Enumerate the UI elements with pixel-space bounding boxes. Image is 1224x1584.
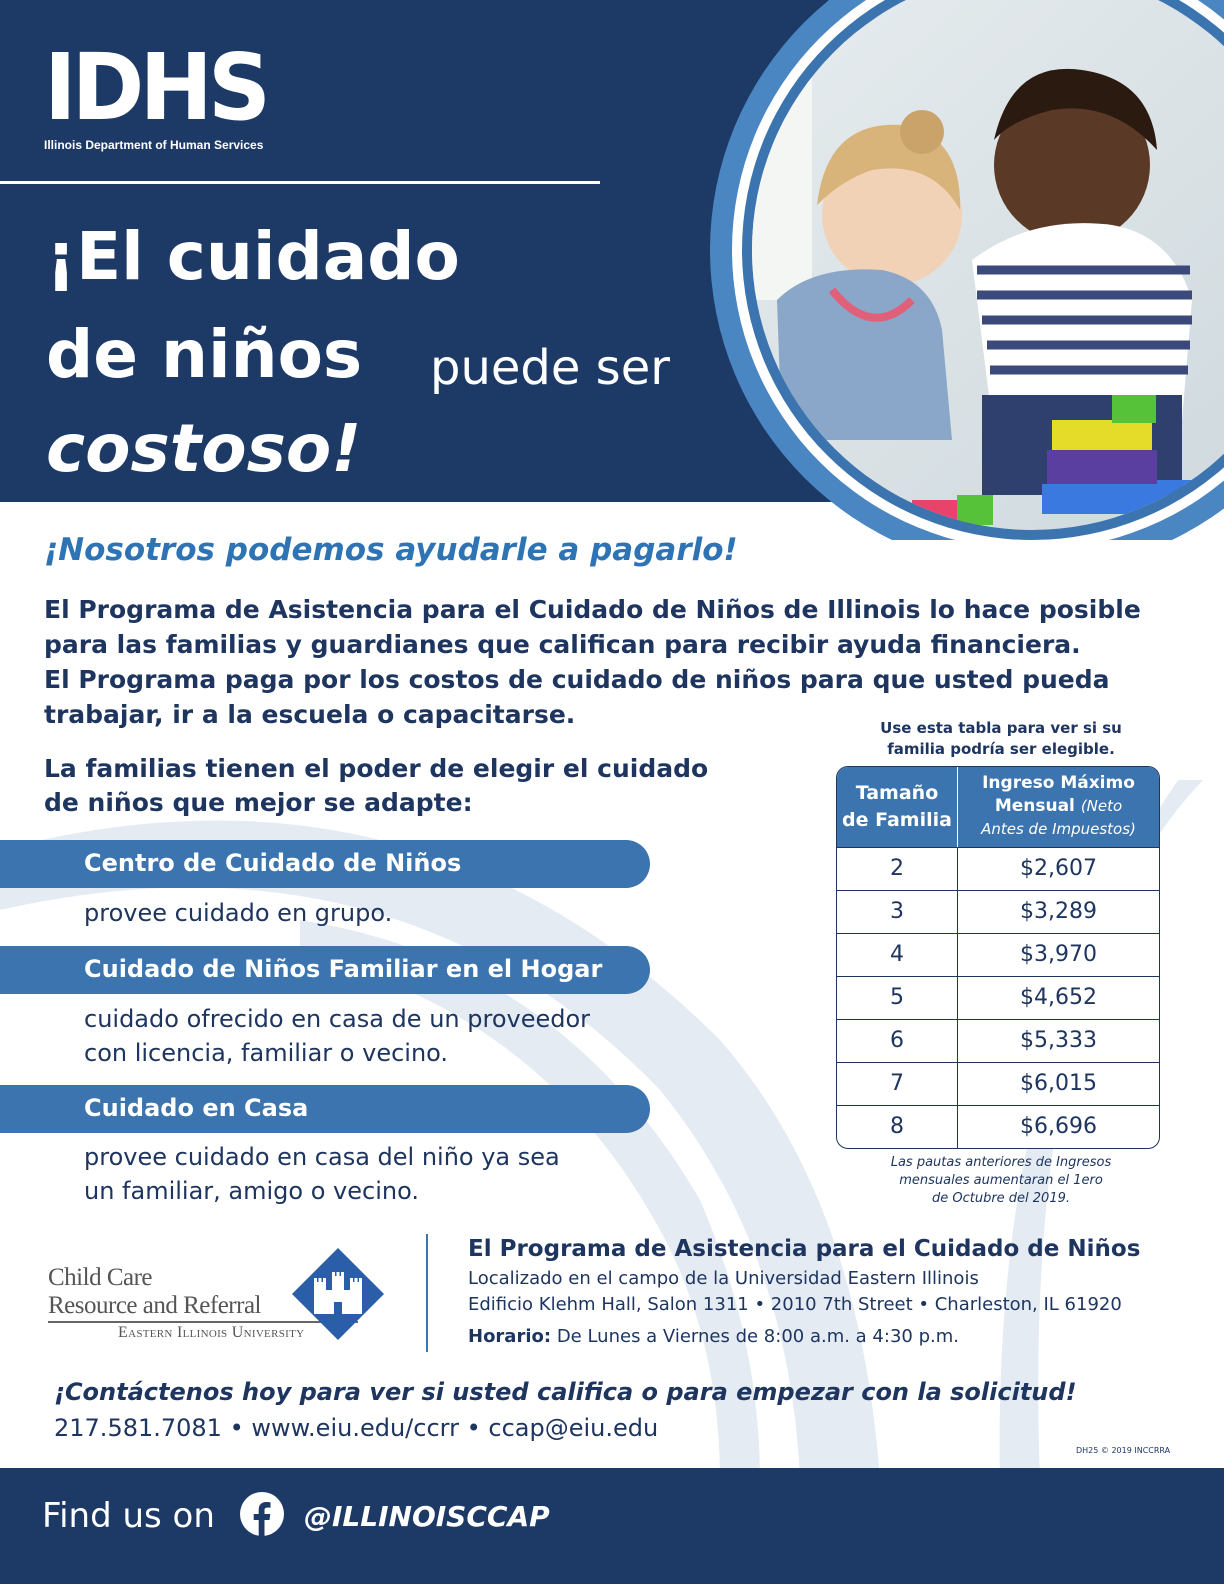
hours-label: Horario: bbox=[468, 1326, 552, 1347]
families-intro bbox=[44, 752, 708, 820]
care-type-description-line: con licencia, familiar o vecino. bbox=[84, 1039, 449, 1067]
care-type-title: Centro de Cuidado de Niños bbox=[84, 849, 462, 877]
table-row bbox=[837, 847, 1159, 890]
facebook-icon bbox=[240, 1492, 284, 1536]
idhs-logo bbox=[44, 34, 284, 154]
header-divider bbox=[0, 181, 600, 184]
table-row bbox=[837, 1062, 1159, 1105]
header-note: Antes de Impuestos) bbox=[981, 820, 1136, 838]
income-cell: $3,289 bbox=[1020, 899, 1097, 924]
social-handle: @ILLINOISCCAP bbox=[304, 1500, 550, 1533]
table-footnote bbox=[836, 1154, 1166, 1208]
intro-line: El Programa de Asistencia para el Cuidado de Niños de Illinois lo hace posible bbox=[44, 595, 1141, 624]
intro-line: para las familias y guardianes que califican para recibir ayuda financiera. bbox=[44, 630, 1081, 659]
income-cell: $6,015 bbox=[1020, 1071, 1097, 1096]
families-intro-line: de niños que mejor se adapte: bbox=[44, 788, 473, 817]
header-text: Tamaño bbox=[855, 782, 939, 804]
contact-call-to-action: ¡Contáctenos hoy para ver si usted califica o para empezar con la solicitud! bbox=[54, 1378, 1077, 1406]
income-cell: $5,333 bbox=[1020, 1028, 1097, 1053]
family-size-cell: 5 bbox=[837, 977, 958, 1019]
care-type-description bbox=[84, 896, 392, 930]
table-row bbox=[837, 1019, 1159, 1062]
idhs-logo-subtitle: Illinois Department of Human Services bbox=[44, 138, 264, 152]
footer-find-us: Find us on bbox=[42, 1496, 215, 1536]
table-caption-line: familia podría ser elegible. bbox=[887, 740, 1115, 758]
care-type-banner bbox=[0, 946, 650, 994]
care-type-banner bbox=[0, 840, 650, 888]
castle-diamond-icon bbox=[290, 1246, 386, 1342]
ccrr-logo-line: Resource and Referral bbox=[48, 1292, 261, 1319]
table-caption bbox=[836, 718, 1166, 760]
header-text: Ingreso Máximo bbox=[982, 773, 1135, 793]
income-cell: $4,652 bbox=[1020, 985, 1097, 1010]
care-type-title: Cuidado de Niños Familiar en el Hogar bbox=[84, 955, 603, 983]
column-header-max-income bbox=[958, 767, 1159, 847]
table-row bbox=[837, 933, 1159, 976]
headline-line-1: ¡El cuidado bbox=[46, 218, 460, 295]
program-hours bbox=[468, 1326, 959, 1347]
care-type-title: Cuidado en Casa bbox=[84, 1094, 309, 1122]
families-intro-line: La familias tienen el poder de elegir el cuidado bbox=[44, 754, 709, 783]
program-title: El Programa de Asistencia para el Cuidado de Niños bbox=[468, 1236, 1141, 1262]
headline-line-2: de niños bbox=[46, 316, 363, 393]
care-type-description-line: provee cuidado en grupo. bbox=[84, 899, 393, 927]
family-size-cell: 8 bbox=[837, 1106, 958, 1148]
intro-line: trabajar, ir a la escuela o capacitarse. bbox=[44, 700, 576, 729]
table-row bbox=[837, 1105, 1159, 1148]
contact-details: 217.581.7081 • www.eiu.edu/ccrr • ccap@eiu.edu bbox=[54, 1414, 659, 1442]
table-row bbox=[837, 976, 1159, 1019]
headline-line-3: costoso! bbox=[46, 410, 362, 487]
income-cell: $6,696 bbox=[1020, 1114, 1097, 1139]
family-size-cell: 4 bbox=[837, 934, 958, 976]
hours-value: De Lunes a Viernes de 8:00 a.m. a 4:30 p.m. bbox=[556, 1326, 959, 1347]
program-location: Localizado en el campo de la Universidad Eastern Illinois bbox=[468, 1268, 979, 1289]
header-note: (Neto bbox=[1080, 797, 1123, 815]
program-address: Edificio Klehm Hall, Salon 1311 • 2010 7th Street • Charleston, IL 61920 bbox=[468, 1294, 1122, 1315]
family-size-cell: 3 bbox=[837, 891, 958, 933]
ccrr-logo-line: Eastern Illinois University bbox=[118, 1324, 305, 1341]
headline-line-2-tail: puede ser bbox=[430, 340, 670, 396]
page-subtitle: ¡Nosotros podemos ayudarle a pagarlo! bbox=[44, 532, 738, 568]
ccrr-logo-line: Child Care bbox=[48, 1264, 153, 1291]
intro-line: El Programa paga por los costos de cuidado de niños para que usted pueda bbox=[44, 665, 1110, 694]
document-code: DH25 © 2019 INCCRRA bbox=[1076, 1446, 1171, 1455]
vertical-divider bbox=[426, 1234, 428, 1352]
table-footnote-line: mensuales aumentaran el 1ero bbox=[899, 1173, 1103, 1188]
idhs-logo-letters: IDHS bbox=[44, 34, 267, 141]
care-type-description-line: provee cuidado en casa del niño ya sea bbox=[84, 1143, 560, 1171]
care-type-banner bbox=[0, 1085, 650, 1133]
table-footnote-line: Las pautas anteriores de Ingresos bbox=[890, 1155, 1112, 1170]
table-caption-line: Use esta tabla para ver si su bbox=[880, 719, 1122, 737]
ccrr-logo bbox=[46, 1246, 386, 1356]
header-text: de Familia bbox=[842, 809, 952, 831]
family-size-cell: 7 bbox=[837, 1063, 958, 1105]
care-type-description bbox=[84, 1002, 590, 1070]
table-header bbox=[837, 767, 1159, 847]
income-table bbox=[836, 766, 1160, 1149]
care-type-description bbox=[84, 1140, 560, 1208]
care-type-description-line: un familiar, amigo o vecino. bbox=[84, 1177, 419, 1205]
family-size-cell: 6 bbox=[837, 1020, 958, 1062]
header-text: Mensual bbox=[994, 796, 1075, 816]
income-cell: $3,970 bbox=[1020, 942, 1097, 967]
intro-paragraph bbox=[44, 592, 1184, 732]
children-photo bbox=[612, 0, 1224, 540]
family-size-cell: 2 bbox=[837, 848, 958, 890]
table-footnote-line: de Octubre del 2019. bbox=[931, 1191, 1071, 1206]
income-cell: $2,607 bbox=[1020, 856, 1097, 881]
care-type-description-line: cuidado ofrecido en casa de un proveedor bbox=[84, 1005, 591, 1033]
column-header-family-size bbox=[837, 767, 958, 847]
table-row bbox=[837, 890, 1159, 933]
